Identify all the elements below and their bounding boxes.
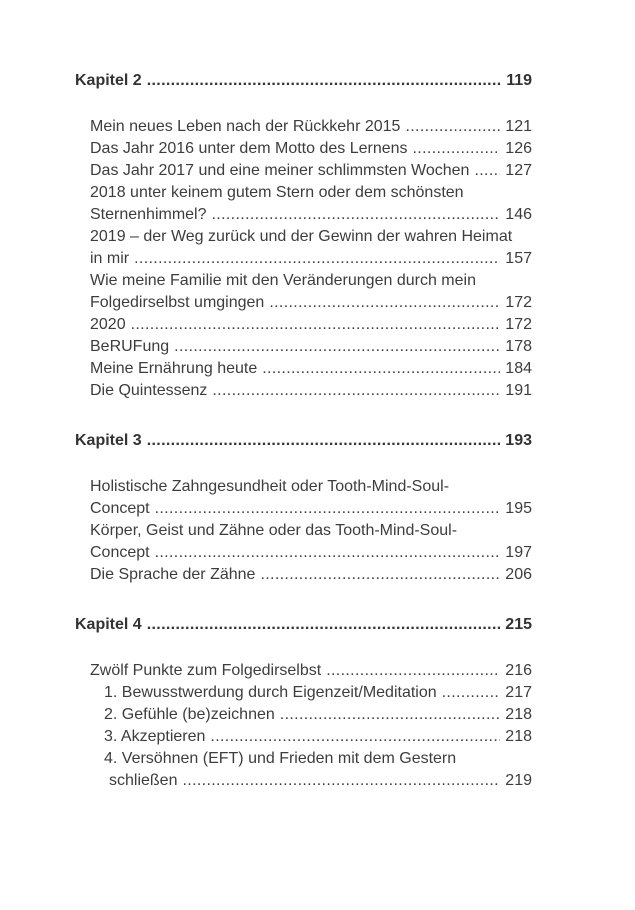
toc-section-kapitel-3 [75, 430, 532, 586]
toc-entry [75, 704, 532, 726]
toc-entry [75, 564, 532, 586]
toc-entry [75, 116, 532, 138]
toc-section-kapitel-2 [75, 70, 532, 402]
toc-entry-text: BeRUFung [90, 338, 170, 355]
toc-entry-text: 2020 [90, 316, 126, 333]
dot-leader [182, 770, 500, 792]
dot-leader [326, 660, 500, 682]
dot-leader [262, 358, 500, 380]
table-of-contents [75, 70, 532, 792]
toc-entry [75, 726, 532, 748]
toc-entry-text: Holistische Zahngesundheit oder Tooth-Mind-Soul- [90, 478, 450, 495]
toc-entry-text: Meine Ernährung heute [90, 360, 258, 377]
toc-chapter-heading [75, 430, 532, 452]
toc-entry [75, 226, 532, 270]
toc-entry-text: Sternenhimmel? [90, 206, 207, 223]
toc-entry-text: Wie meine Familie mit den Veränderungen durch mein [90, 272, 476, 289]
toc-entry [75, 270, 532, 314]
toc-chapter-label: Kapitel 3 [75, 432, 142, 449]
page-number: 184 [505, 360, 532, 377]
dot-leader [413, 138, 501, 160]
toc-entry-text: 4. Versöhnen (EFT) und Frieden mit dem Gestern [104, 750, 457, 767]
toc-entry [75, 336, 532, 358]
toc-entry [75, 520, 532, 564]
toc-entries [75, 116, 532, 402]
page-number: 193 [505, 432, 532, 449]
toc-entry-text: Folgedirselbst umgingen [90, 294, 265, 311]
dot-leader [155, 542, 501, 564]
page-number: 216 [505, 662, 532, 679]
toc-entry-text: Körper, Geist und Zähne oder das Tooth-Mind-Soul- [90, 522, 458, 539]
dot-leader [212, 380, 500, 402]
dot-leader [147, 70, 502, 92]
dot-leader [210, 726, 500, 748]
toc-chapter-label: Kapitel 4 [75, 616, 142, 633]
dot-leader [147, 614, 501, 636]
toc-entry [75, 682, 532, 704]
page-number: 119 [506, 72, 532, 89]
toc-entry [75, 660, 532, 682]
toc-entry [75, 476, 532, 520]
page-number: 191 [505, 382, 532, 399]
page-number: 121 [505, 118, 532, 135]
dot-leader [134, 248, 500, 270]
toc-entry [75, 314, 532, 336]
dot-leader [474, 160, 500, 182]
toc-entry [75, 138, 532, 160]
page-number: 127 [505, 162, 532, 179]
toc-entry-text: Concept [90, 544, 150, 561]
toc-chapter-label: Kapitel 2 [75, 72, 142, 89]
toc-entry-text: Das Jahr 2016 unter dem Motto des Lernens [90, 140, 408, 157]
toc-entry [75, 160, 532, 182]
dot-leader [280, 704, 501, 726]
page-number: 195 [505, 500, 532, 517]
page-number: 217 [505, 684, 532, 701]
page-number: 215 [505, 616, 532, 633]
dot-leader [405, 116, 500, 138]
toc-entry-text: in mir [90, 250, 130, 267]
dot-leader [260, 564, 500, 586]
dot-leader [269, 292, 500, 314]
toc-chapter-heading [75, 70, 532, 92]
toc-entry-text: 2. Gefühle (be)zeichnen [104, 706, 275, 723]
dot-leader [131, 314, 501, 336]
toc-section-kapitel-4 [75, 614, 532, 792]
toc-entry-text: 2018 unter keinem gutem Stern oder dem schönsten [90, 184, 464, 201]
toc-entry-text: Zwölf Punkte zum Folgedirselbst [90, 662, 322, 679]
toc-entry [75, 182, 532, 226]
page-number: 206 [505, 566, 532, 583]
toc-entries [75, 476, 532, 586]
toc-entry [75, 748, 532, 792]
dot-leader [147, 430, 501, 452]
dot-leader [212, 204, 501, 226]
toc-entry-text: Die Sprache der Zähne [90, 566, 256, 583]
toc-entry-text: 3. Akzeptieren [104, 728, 206, 745]
toc-entries [75, 660, 532, 792]
dot-leader [174, 336, 500, 358]
page-number: 218 [505, 706, 532, 723]
page-number: 172 [505, 294, 532, 311]
toc-entry [75, 380, 532, 402]
toc-entry-text: 1. Bewusstwerdung durch Eigenzeit/Meditation [104, 684, 437, 701]
dot-leader [155, 498, 501, 520]
toc-entry-text: Das Jahr 2017 und eine meiner schlimmsten Wochen [90, 162, 470, 179]
page-number: 178 [505, 338, 532, 355]
page-number: 218 [505, 728, 532, 745]
dot-leader [442, 682, 501, 704]
page-number: 126 [505, 140, 532, 157]
page-number: 197 [505, 544, 532, 561]
toc-chapter-heading [75, 614, 532, 636]
page-number: 146 [505, 206, 532, 223]
toc-entry-text: Concept [90, 500, 150, 517]
toc-entry-text: Die Quintessenz [90, 382, 208, 399]
page-number: 219 [505, 772, 532, 789]
toc-entry-text: schließen [109, 772, 178, 789]
toc-entry [75, 358, 532, 380]
toc-entry-text: 2019 – der Weg zurück und der Gewinn der wahren Heimat [90, 228, 513, 245]
toc-entry-text: Mein neues Leben nach der Rückkehr 2015 [90, 118, 401, 135]
page-number: 157 [505, 250, 532, 267]
page-number: 172 [505, 316, 532, 333]
